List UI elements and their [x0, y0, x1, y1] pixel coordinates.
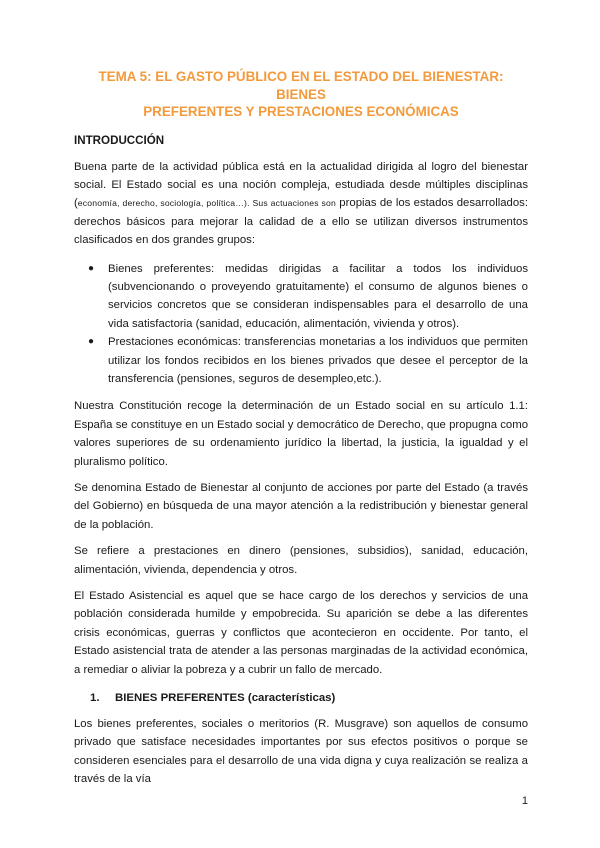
section-number: 1.: [90, 692, 100, 705]
intro-text-small: economía, derecho, sociología, política…). Sus actuaciones son: [77, 198, 336, 209]
list-item: [88, 333, 528, 388]
intro-text-b: propias de los estados desarrollados: derechos básicos para mejorar la calidad de a ello se utilizan diversos instrumentos clasificados en dos grandes grupos:: [74, 197, 528, 247]
assistance-state-paragraph: El Estado Asistencial es aquel que se hace cargo de los derechos y servicios de una población considerada humilde y empobrecida. Su aparición se debe a las diferentes crisis económicas, guerras y conflictos que acontecieron en occidente. Por tanto, el Estado asistencial trata de atender a las personas marginadas de la actividad económica, a remediar o aliviar la pobreza y a cubrir un fallo de mercado.: [74, 590, 528, 676]
intro-paragraph: [74, 158, 528, 250]
constitution-paragraph: Nuestra Constitución recoge la determinación de un Estado social en su artículo 1.1: España se constituye en un Estado social y democrático de Derecho, que propugna como valores superiores de su ordenamiento jurídico la libertad, la justicia, la igualdad y el pluralismo político.: [74, 400, 528, 468]
page-number: 1: [521, 795, 528, 807]
list-item: [88, 260, 528, 334]
title-line-2: PREFERENTES Y PRESTACIONES ECONÓMICAS: [143, 104, 459, 119]
title-line-1: TEMA 5: EL GASTO PÚBLICO EN EL ESTADO DEL BIENESTAR: BIENES: [98, 69, 504, 102]
bullet-icon: ●: [88, 336, 95, 348]
welfare-state-paragraph: Se denomina Estado de Bienestar al conjunto de acciones por parte del Estado (a través del Gobierno) en búsqueda de una mayor atención a la redistribución y bienestar general de la población.: [74, 482, 528, 531]
document-title: [74, 68, 528, 121]
list-item-text: Bienes preferentes: medidas dirigidas a facilitar a todos los individuos (subvencionando o proveyendo gratuitamente) el consumo de algunos bienes o servicios concretos que se consideran indispensables para el desarrollo de una vida satisfactoria (sanidad, educación, alimentación, vivienda y otros).: [108, 262, 528, 330]
section-title: BIENES PREFERENTES (características): [115, 692, 336, 705]
intro-heading: INTRODUCCIÓN: [74, 133, 165, 147]
bullet-icon: ●: [88, 262, 95, 274]
list-item-text: Prestaciones económicas: transferencias monetarias a los individuos que permiten utilizar los fondos recibidos en los bienes privados que desee el perceptor de la transferencia (pensiones, seguros de desempleo,etc.).: [108, 336, 528, 385]
merit-goods-paragraph: Los bienes preferentes, sociales o meritorios (R. Musgrave) son aquellos de consumo privado que satisface necesidades importantes por sus efectos positivos o porque se consideren esenciales para el desarrollo de una vida digna y cuya realización se realiza a través de la vía: [74, 718, 528, 786]
instrument-list: [74, 260, 528, 389]
intro-text-a: Buena parte de la actividad pública está en la actualidad dirigida al logro del bienestar social. El Estado social es una noción compleja, estudiada desde múltiples disciplinas (: [74, 160, 528, 210]
benefits-paragraph: Se refiere a prestaciones en dinero (pensiones, subsidios), sanidad, educación, alimentación, vivienda, dependencia y otros.: [74, 545, 528, 576]
section-heading: [90, 690, 528, 706]
